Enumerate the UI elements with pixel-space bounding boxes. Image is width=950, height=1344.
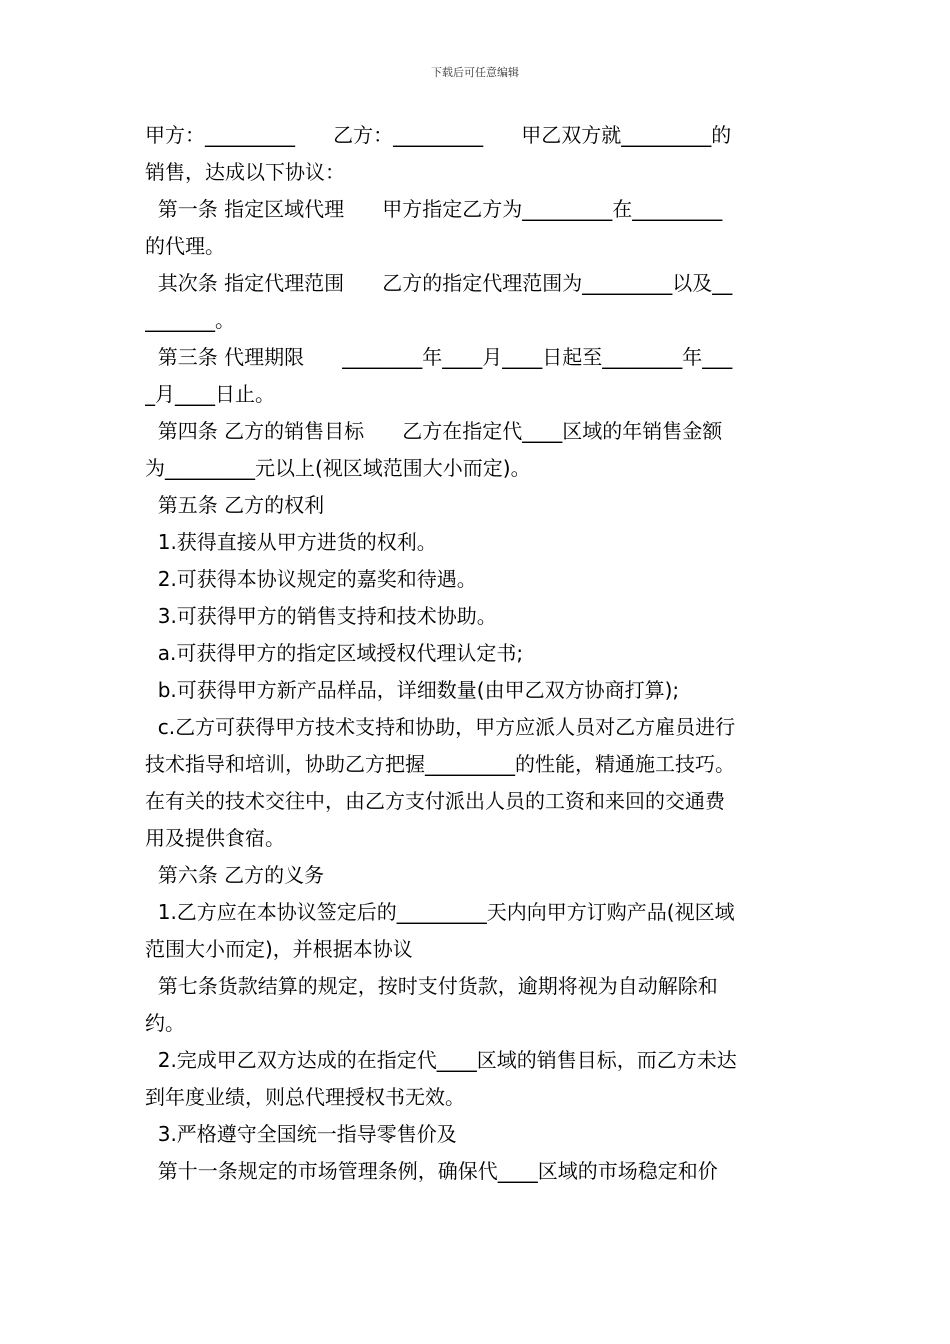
text-line: 第一条 指定区域代理 甲方指定乙方为_________在_________	[145, 197, 723, 221]
agreement-body	[145, 117, 810, 1190]
text-line: 其次条 指定代理范围 乙方的指定代理范围为_________以及__	[145, 271, 733, 295]
text-line: 2.可获得本协议规定的嘉奖和待遇。	[145, 567, 477, 591]
text-line: 甲方：_________ 乙方：_________ 甲乙双方就_________的	[145, 123, 732, 147]
text-line: 第四条 乙方的销售目标 乙方在指定代____区域的年销售金额	[145, 419, 723, 443]
text-line: _月____日止。	[145, 382, 275, 406]
text-line: 3.可获得甲方的销售支持和技术协助。	[145, 604, 497, 628]
text-line: 范围大小而定)，并根据本协议	[145, 937, 413, 961]
text-line: 销售，达成以下协议：	[145, 160, 345, 184]
text-line: c.乙方可获得甲方技术支持和协助，甲方应派人员对乙方雇员进行	[145, 715, 736, 739]
text-line: a.可获得甲方的指定区域授权代理认定书;	[145, 641, 524, 665]
text-line: 第三条 代理期限 ________年____月____日起至________年___	[145, 345, 733, 369]
text-line: 为_________元以上(视区域范围大小而定)。	[145, 456, 531, 480]
text-line: 1.乙方应在本协议签定后的_________天内向甲方订购产品(视区域	[145, 900, 735, 924]
page-header: 下载后可任意编辑	[431, 66, 519, 79]
text-line: 第五条 乙方的权利	[145, 493, 325, 517]
text-line: 用及提供食宿。	[145, 826, 285, 850]
text-line: 到年度业绩，则总代理授权书无效。	[145, 1085, 465, 1109]
text-line: _______。	[145, 308, 235, 332]
text-line: 在有关的技术交往中，由乙方支付派出人员的工资和来回的交通费	[145, 789, 725, 813]
text-line: 约。	[145, 1011, 185, 1035]
text-line: 第六条 乙方的义务	[145, 863, 325, 887]
text-line: 2.完成甲乙双方达成的在指定代____区域的销售目标，而乙方未达	[145, 1048, 737, 1072]
text-line: 3.严格遵守全国统一指导零售价及	[145, 1122, 457, 1146]
text-line: 第七条货款结算的规定，按时支付货款，逾期将视为自动解除和	[145, 974, 718, 998]
text-line: 的代理。	[145, 234, 225, 258]
text-line: 技术指导和培训，协助乙方把握_________的性能，精通施工技巧。	[145, 752, 735, 776]
text-line: b.可获得甲方新产品样品，详细数量(由甲乙双方协商打算);	[145, 678, 680, 702]
text-line: 第十一条规定的市场管理条例，确保代____区域的市场稳定和价	[145, 1159, 718, 1183]
text-line: 1.获得直接从甲方进货的权利。	[145, 530, 437, 554]
